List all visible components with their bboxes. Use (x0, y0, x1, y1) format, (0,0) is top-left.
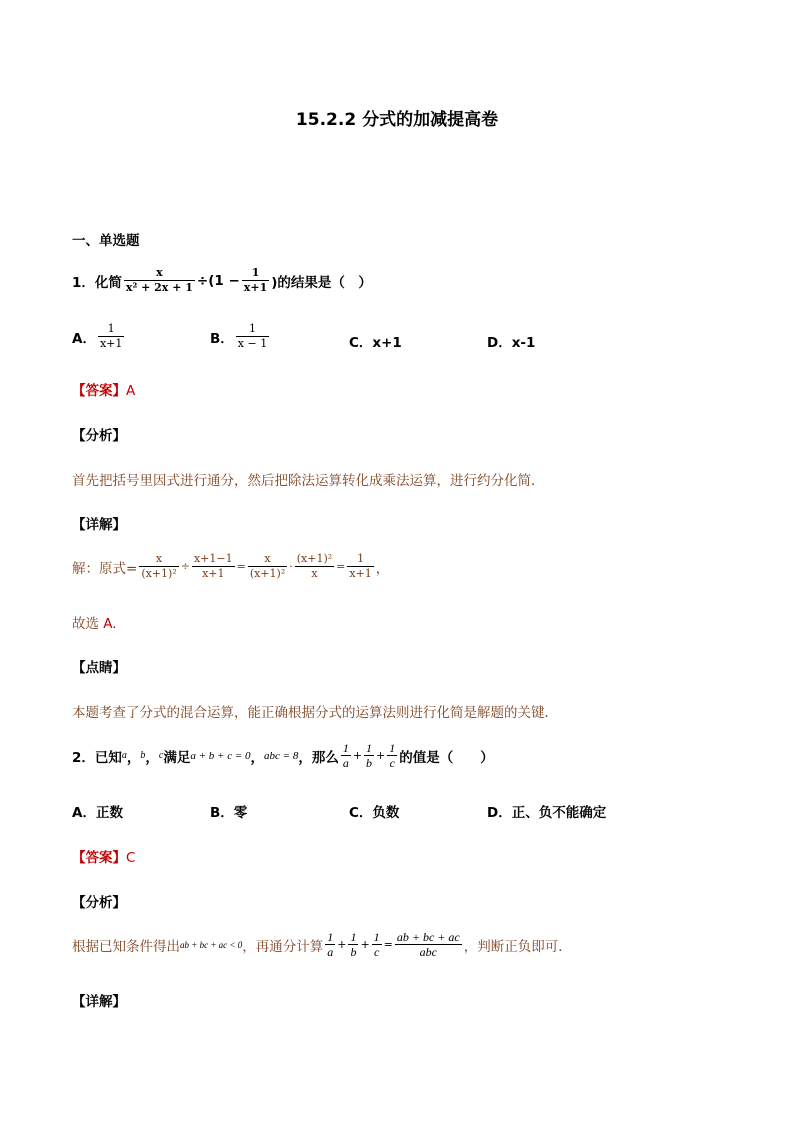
q1-dot: · (289, 560, 293, 573)
q2-analysis-term-3-denominator: c (373, 945, 380, 959)
q1-option-b-fraction (236, 322, 269, 351)
q1-answer-tag: 【答案】 (72, 383, 126, 399)
q2-prefix: 2．已知 (72, 749, 122, 766)
q2-option-a[interactable]: A．正数 (72, 805, 123, 821)
q2-analysis-suffix: ，判断正负即可． (463, 938, 572, 955)
q1-step-3 (248, 552, 287, 581)
q2-option-d[interactable]: D．正、负不能确定 (487, 805, 607, 821)
q2-detail-tag: 【详解】 (72, 994, 126, 1010)
q1-equals-1: = (236, 560, 246, 573)
q2-plus-2: + (376, 749, 386, 762)
q2-analysis-term-2-numerator: 1 (350, 930, 357, 944)
q1-step-1-denominator: (x+1)² (141, 567, 177, 580)
q2-analysis-result-numerator: ab + bc + ac (396, 930, 460, 944)
q1-step-1 (139, 552, 178, 581)
section-heading: 一、单选题 (72, 233, 140, 249)
q1-option-b-label: B． (210, 330, 234, 347)
q1-div-open: ÷(1 − (196, 272, 240, 289)
q1-step-4-denominator: x (311, 567, 318, 580)
q2-var-c: c (158, 750, 164, 761)
q1-option-b[interactable] (210, 322, 271, 351)
q2-analysis-term-3-numerator: 1 (373, 930, 380, 944)
q2-answer (72, 846, 135, 866)
q1-conclusion-value: A. (103, 616, 117, 632)
q1-option-a[interactable] (72, 322, 126, 351)
q1-step-2 (192, 552, 235, 581)
q1-detail-tag: 【详解】 (72, 517, 126, 533)
q1-equals-2: = (336, 560, 346, 573)
q2-answer-tag: 【答案】 (72, 850, 126, 866)
q1-step-3-denominator: (x+1)² (249, 567, 286, 580)
q1-option-b-denominator: x − 1 (237, 337, 268, 350)
q1-option-a-label: A． (72, 330, 96, 347)
q2-term-3 (387, 741, 397, 770)
q2-sep-3: ， (250, 749, 265, 766)
q1-conclusion-prefix: 故选 (72, 616, 99, 632)
q2-term-2-numerator: 1 (366, 741, 373, 755)
q1-option-a-numerator: 1 (98, 322, 124, 337)
question-2 (72, 741, 494, 770)
q2-analysis-term-1-numerator: 1 (327, 930, 334, 944)
q2-var-a: a (121, 750, 127, 761)
q1-comment-text: 本题考查了分式的混合运算，能正确根据分式的运算法则进行化简是解题的关键． (72, 705, 558, 721)
page-title: 15.2.2 分式的加减提高卷 (295, 110, 499, 130)
q1-f2-numerator: 1 (242, 266, 269, 281)
q2-sep-2: ， (145, 749, 159, 766)
q1-step-1-numerator: x (139, 552, 178, 567)
q2-term-2-denominator: b (366, 756, 373, 770)
q2-term-3-denominator: c (389, 756, 395, 770)
q2-term-1-denominator: a (342, 756, 349, 770)
q1-fraction-2 (242, 266, 269, 295)
q1-detail-prefix: 解：原式= (72, 560, 138, 577)
q2-plus-1: + (352, 749, 363, 762)
q2-analysis-result-denominator: abc (419, 945, 437, 959)
q1-suffix: )的结果是（ ） (271, 274, 372, 291)
q2-analysis-term-2-denominator: b (350, 945, 357, 959)
q1-f2-denominator: x+1 (243, 281, 268, 294)
q2-term-1-numerator: 1 (342, 741, 349, 755)
q2-analysis-equals: = (383, 938, 393, 951)
q1-option-a-fraction (98, 322, 124, 351)
q2-cond-label: 满足 (163, 749, 191, 766)
q2-term-2 (364, 741, 374, 770)
q1-option-b-numerator: 1 (236, 322, 269, 337)
q1-option-a-denominator: x+1 (99, 337, 123, 350)
q2-analysis-prefix: 根据已知条件得出 (72, 938, 180, 955)
q1-fraction-1 (124, 266, 195, 295)
q2-analysis-line (72, 930, 572, 959)
q2-analysis-term-1-denominator: a (327, 945, 334, 959)
q2-option-b[interactable]: B．零 (210, 805, 248, 821)
q1-option-c[interactable]: C．x+1 (349, 335, 402, 351)
q1-f1-numerator: x (124, 266, 195, 281)
q2-analysis-term-2 (348, 930, 358, 959)
q1-step-3-numerator: x (248, 552, 287, 567)
q2-condition-2: abc = 8 (264, 749, 299, 762)
q2-analysis-term-3 (372, 930, 382, 959)
question-1 (72, 266, 372, 295)
q2-analysis-inequality: ab + bc + ac < 0 (180, 939, 243, 950)
q2-answer-value: C (126, 850, 136, 866)
q2-condition-1: a + b + c = 0 (190, 749, 251, 762)
q2-analysis-term-1 (325, 930, 335, 959)
q1-prefix: 1．化简 (72, 274, 122, 291)
q2-analysis-result (395, 930, 462, 959)
q1-answer (72, 379, 135, 399)
q1-f1-denominator: x² + 2x + 1 (125, 281, 193, 294)
q1-comment-tag: 【点睛】 (72, 660, 126, 676)
q2-analysis-tag: 【分析】 (72, 895, 126, 911)
q2-var-b: b (140, 750, 146, 761)
q2-analysis-mid: ，再通分计算 (242, 938, 324, 955)
q1-analysis-text: 首先把括号里因式进行通分，然后把除法运算转化成乘法运算，进行约分化简． (72, 473, 545, 489)
q2-term-1 (341, 741, 351, 770)
q1-step-5-numerator: 1 (347, 552, 373, 567)
q1-analysis-tag: 【分析】 (72, 428, 126, 444)
q2-analysis-plus-1: + (337, 938, 347, 951)
q2-option-c[interactable]: C．负数 (349, 805, 400, 821)
q2-term-3-numerator: 1 (389, 741, 396, 755)
q1-div-sign: ÷ (180, 560, 190, 573)
q1-step-4-numerator: (x+1)² (296, 552, 333, 565)
q1-detail-line (72, 552, 389, 581)
q1-conclusion (72, 612, 117, 632)
q2-sep-1: ， (126, 749, 141, 766)
q1-step-5 (347, 552, 373, 581)
q1-step-2-denominator: x+1 (202, 567, 225, 580)
q2-then: ，那么 (298, 749, 339, 766)
q2-analysis-plus-2: + (360, 938, 370, 951)
q1-step-4 (295, 552, 334, 581)
q1-step-5-denominator: x+1 (349, 567, 372, 580)
q1-answer-value: A (126, 383, 136, 399)
q2-suffix: 的值是（ ） (399, 749, 494, 766)
q1-option-d[interactable]: D．x-1 (487, 335, 536, 351)
q1-detail-suffix: ， (375, 560, 390, 577)
q1-step-2-numerator: x+1−1 (193, 552, 233, 565)
